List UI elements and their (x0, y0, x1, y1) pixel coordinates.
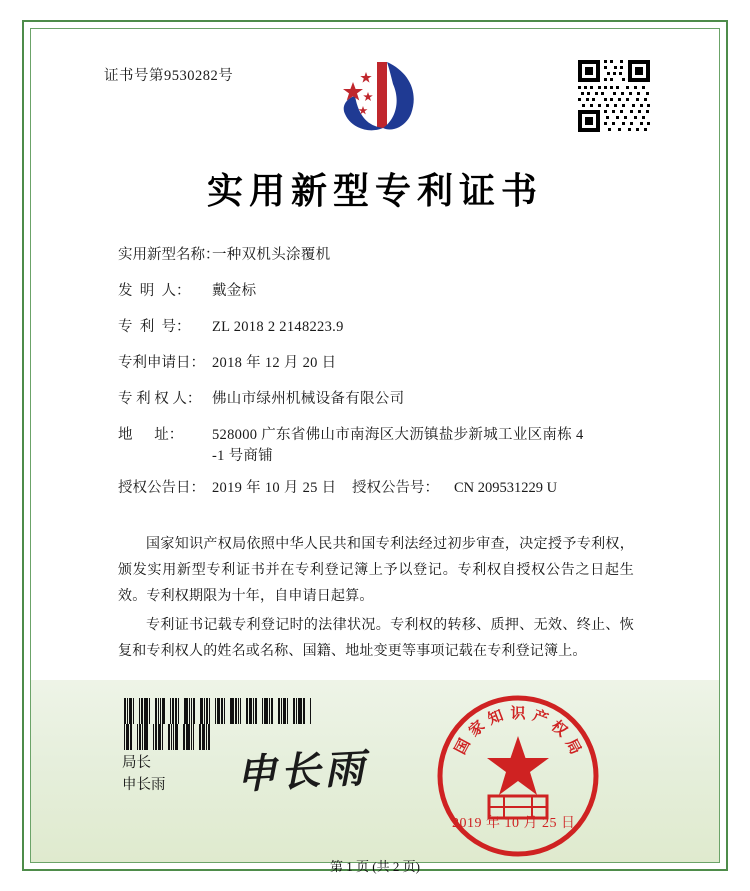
certificate-number: 证书号第9530282号 (104, 68, 234, 84)
field-label: 地 址： (118, 427, 184, 443)
field-row-grant (118, 481, 658, 499)
cnipa-logo-icon (325, 56, 425, 138)
field-value: 一种双机头涂覆机 (212, 247, 331, 263)
svg-text:识: 识 (510, 706, 526, 722)
field-label: 专 利 权 人： (118, 391, 202, 407)
field-row (118, 392, 658, 410)
field-label: 实用新型名称： (118, 247, 220, 263)
director-name: 申长雨 (122, 777, 166, 793)
svg-text:家: 家 (466, 718, 489, 741)
qr-code-icon (576, 58, 652, 134)
field-label: 发 明 人： (118, 283, 191, 299)
field-row (118, 248, 658, 266)
field-value: 528000 广东省佛山市南海区大沥镇盐步新城工业区南栋 4 (212, 427, 584, 443)
legal-paragraph: 国家知识产权局依照中华人民共和国专利法经过初步审查，决定授予专利权，颁发实用新型专利证书并在专利登记簿上予以登记。专利权自授权公告之日起生效。专利权期限为十年，自申请日起算。 (118, 537, 634, 604)
svg-text:国: 国 (452, 736, 474, 758)
field-value-line2: -1 号商铺 (212, 447, 274, 464)
field-value: 2019 年 10 月 25 日 (212, 480, 337, 496)
field-value: ZL 2018 2 2148223.9 (212, 319, 344, 335)
page-title: 实用新型专利证书 (206, 171, 543, 211)
svg-text:产: 产 (530, 707, 551, 729)
field-row (118, 320, 658, 338)
director-title: 局长 (122, 755, 151, 771)
field-row (118, 284, 658, 302)
field-value-secondary: CN 209531229 U (454, 480, 558, 496)
field-row-address (118, 428, 658, 463)
field-value: 2018 年 12 月 20 日 (212, 355, 337, 371)
field-list (118, 248, 658, 517)
page-footer: 第 1 页 (共 2 页) (330, 859, 420, 874)
field-value: 佛山市绿州机械设备有限公司 (212, 391, 405, 407)
field-label-secondary: 授权公告号： (352, 480, 439, 496)
legal-paragraph: 专利证书记载专利登记时的法律状况。专利权的转移、质押、无效、终止、恢复和专利权人的姓名或名称、国籍、地址变更等事项记载在专利登记簿上。 (118, 618, 634, 659)
seal-date: 2019 年 10 月 25 日 (452, 816, 576, 831)
handwritten-signature: 申长雨 (235, 745, 370, 798)
field-row (118, 356, 658, 374)
director-block (122, 752, 166, 796)
field-label: 授权公告日： (118, 480, 205, 496)
official-seal-icon (434, 692, 602, 860)
svg-text:知: 知 (485, 707, 506, 729)
field-label: 专利申请日： (118, 355, 205, 371)
barcode (124, 698, 312, 724)
svg-text:权: 权 (547, 718, 570, 741)
field-value: 戴金标 (212, 283, 257, 299)
field-label: 专 利 号： (118, 319, 191, 335)
svg-text:局: 局 (562, 736, 584, 758)
legal-text (118, 532, 634, 668)
